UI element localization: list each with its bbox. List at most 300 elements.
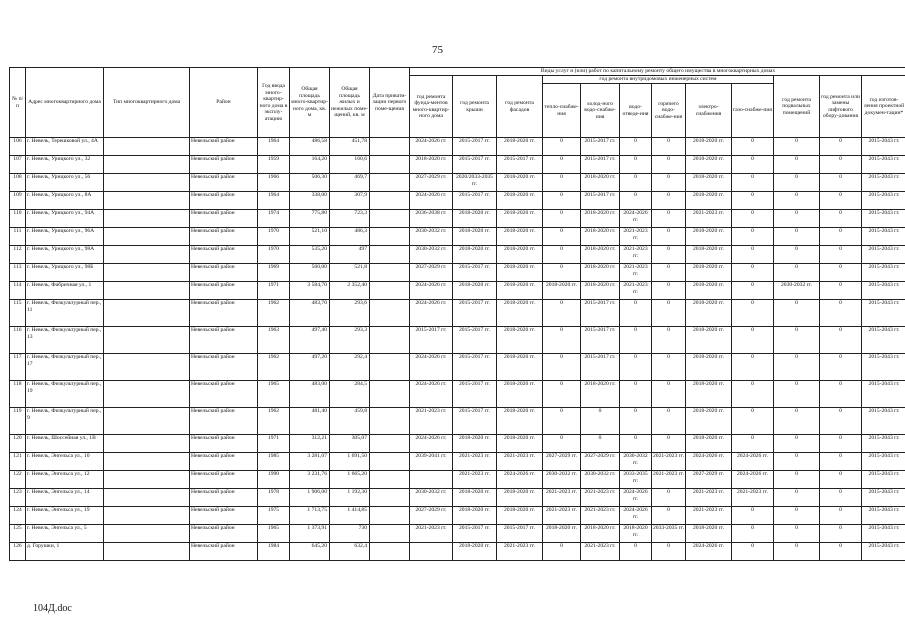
cell-cold: 0 [581,408,620,435]
cell-priv [370,543,410,561]
cell-elec: 2018-2020 гг. [686,246,732,264]
cell-facade: 2018-2020 гг. [497,264,543,282]
cell-cold: 2015-2017 гг. [581,300,620,327]
cell-roof: 2018-2020 гг. [453,489,497,507]
cell-cold: 2030-2032 гг. [581,471,620,489]
cell-priv [370,507,410,525]
cell-type [104,300,190,327]
cell-gas: 0 [732,507,774,525]
table-row [10,192,905,210]
table-row [10,543,905,561]
header-hot-water: горячего водо-снабже-ния [652,84,686,138]
cell-district: Невельский район [190,228,258,246]
cell-address: г. Невель, Энгельса ул., 5 [26,525,104,543]
cell-elec: 2018-2020 гг. [686,228,732,246]
cell-facade: 2018-2020 гг. [497,228,543,246]
cell-facade: 2021-2023 гг. [497,543,543,561]
cell-found: 2021-2023 гг. [410,525,453,543]
cell-found: 2024-2026 гг. [410,435,453,453]
cell-cold: 2018-2020 гг. [581,381,620,408]
cell-lift: 0 [820,381,862,408]
cell-area_res: 284,5 [330,381,370,408]
cell-found: 2030-2032 гг. [410,489,453,507]
cell-area_res: 1 691,50 [330,453,370,471]
cell-found: 2021-2023 гг. [410,408,453,435]
cell-cold: 2015-2017 гг. [581,138,620,156]
header-address: Адрес многоквартирного дома [26,68,104,138]
cell-year: 1962 [258,354,290,381]
cell-type [104,381,190,408]
cell-heat: 0 [543,156,581,174]
cell-area_res: 723,3 [330,210,370,228]
cell-district: Невельский район [190,507,258,525]
cell-hot: 0 [652,354,686,381]
cell-proj: 2015-2043 гг. [862,156,905,174]
cell-facade: 2018-2020 гг. [497,282,543,300]
cell-facade: 2015-2017 гг. [497,156,543,174]
cell-found: 2027-2029 гг. [410,174,453,192]
cell-n: 125 [10,525,26,543]
cell-year: 1959 [258,156,290,174]
cell-heat: 0 [543,246,581,264]
cell-n: 107 [10,156,26,174]
cell-year: 1974 [258,210,290,228]
cell-cold: 2021-2023 гг. [581,507,620,525]
cell-found: 2015-2017 гг. [410,327,453,354]
cell-area_res: 307,9 [330,192,370,210]
cell-gas: 0 [732,282,774,300]
cell-proj: 2015-2043 гг. [862,192,905,210]
cell-district: Невельский район [190,471,258,489]
cell-area_total: 645,20 [290,543,330,561]
cell-cold: 2018-2020 гг. [581,228,620,246]
cell-lift: 0 [820,210,862,228]
cell-address: г. Невель, Физкультурный пер., 17 [26,354,104,381]
cell-elec: 2024-2026 гг. [686,453,732,471]
cell-sewer: 0 [620,300,652,327]
cell-address: г. Невель, Урицкого ул., 98А [26,246,104,264]
cell-elec: 2018-2020 гг. [686,327,732,354]
cell-proj: 2015-2043 гг. [862,174,905,192]
cell-area_res: 730 [330,525,370,543]
cell-hot: 0 [652,264,686,282]
cell-base: 0 [774,408,820,435]
cell-cold: 2018-2020 гг. [581,210,620,228]
cell-area_total: 1 713,75 [290,507,330,525]
cell-hot: 0 [652,381,686,408]
cell-base: 0 [774,453,820,471]
cell-lift: 0 [820,246,862,264]
cell-area_total: 3 584,70 [290,282,330,300]
cell-gas: 0 [732,300,774,327]
table-row [10,156,905,174]
cell-proj: 2015-2043 гг. [862,282,905,300]
cell-year: 1990 [258,471,290,489]
cell-heat: 2018-2020 гг. [543,282,581,300]
cell-n: 109 [10,192,26,210]
cell-base: 0 [774,210,820,228]
cell-type [104,264,190,282]
cell-district: Невельский район [190,381,258,408]
cell-address: д. Горушки, 1 [26,543,104,561]
cell-roof: 2018-2020 гг. [453,507,497,525]
cell-priv [370,210,410,228]
cell-address: г. Невель, Физкультурный пер., 13 [26,327,104,354]
cell-district: Невельский район [190,489,258,507]
cell-area_total: 521,10 [290,228,330,246]
cell-lift: 0 [820,327,862,354]
cell-year: 1964 [258,138,290,156]
cell-priv [370,264,410,282]
cell-roof: 2018-2020 гг. [453,543,497,561]
cell-gas: 0 [732,138,774,156]
cell-heat: 0 [543,381,581,408]
cell-type [104,471,190,489]
header-year: Год ввода много-квартир-ного дома в эксплу-атацию [258,68,290,138]
cell-roof: 2015-2017 гг. [453,264,497,282]
cell-facade: 2018-2020 гг. [497,408,543,435]
cell-proj: 2015-2043 гг. [862,327,905,354]
cell-lift: 0 [820,489,862,507]
cell-roof: 2018-2020 гг. [453,210,497,228]
header-electric: электро-снабжения [686,84,732,138]
cell-roof: 2018-2020 гг. [453,246,497,264]
cell-type [104,489,190,507]
cell-gas: 0 [732,174,774,192]
cell-heat: 2027-2029 гг. [543,453,581,471]
cell-area_res: 497 [330,246,370,264]
cell-n: 126 [10,543,26,561]
cell-area_total: 535,20 [290,246,330,264]
cell-sewer: 2018-2020 гг. [620,525,652,543]
cell-gas: 0 [732,525,774,543]
cell-hot: 0 [652,489,686,507]
cell-area_res: 293,3 [330,327,370,354]
cell-n: 124 [10,507,26,525]
cell-priv [370,408,410,435]
cell-hot: 0 [652,435,686,453]
cell-found: 2024-2026 гг. [410,282,453,300]
header-facade: год ремонта фасадов [497,76,543,138]
capital-repair-table [9,67,905,561]
cell-n: 115 [10,300,26,327]
cell-area_res: 2 352,40 [330,282,370,300]
cell-year: 1962 [258,408,290,435]
cell-roof: 2015-2017 гг. [453,192,497,210]
cell-found [410,543,453,561]
table-row [10,264,905,282]
cell-sewer: 2021-2023 гг. [620,246,652,264]
cell-n: 122 [10,471,26,489]
cell-base: 0 [774,192,820,210]
cell-priv [370,525,410,543]
cell-address: г. Невель, Физкультурный пер., 19 [26,381,104,408]
cell-address: г. Невель, Урицкого ул., 56 [26,174,104,192]
cell-roof: 2015-2017 гг. [453,138,497,156]
cell-roof: 2021-2023 гг. [453,471,497,489]
cell-area_res: 469,7 [330,174,370,192]
cell-elec: 2018-2020 гг. [686,435,732,453]
cell-hot: 0 [652,138,686,156]
cell-heat: 0 [543,174,581,192]
cell-address: г. Невель, Физкультурный пер., 11 [26,300,104,327]
cell-lift: 0 [820,138,862,156]
table-row [10,525,905,543]
header-area-res: Общая площадь жилых и нежилых поме-щений, кв. м [330,68,370,138]
cell-cold: 2018-2020 гг. [581,525,620,543]
cell-address: г. Невель, Урицкого ул., 96А [26,228,104,246]
cell-proj: 2015-2043 гг. [862,246,905,264]
cell-base: 0 [774,489,820,507]
cell-lift: 0 [820,228,862,246]
cell-cold: 2015-2017 гг. [581,192,620,210]
cell-elec: 2018-2020 гг. [686,192,732,210]
cell-address: г. Невель, Урицкого ул., 8А [26,192,104,210]
cell-found: 2036-2038 гг. [410,210,453,228]
cell-proj: 2015-2043 гг. [862,264,905,282]
cell-facade: 2018-2020 гг. [497,192,543,210]
cell-cold: 2018-2020 гг. [581,246,620,264]
cell-base: 0 [774,381,820,408]
cell-hot: 0 [652,408,686,435]
cell-priv [370,435,410,453]
cell-sewer: 0 [620,174,652,192]
cell-district: Невельский район [190,246,258,264]
cell-elec: 2018-2020 гг. [686,282,732,300]
cell-gas: 2021-2023 гг. [732,489,774,507]
cell-hot: 0 [652,174,686,192]
cell-n: 112 [10,246,26,264]
cell-facade: 2018-2020 гг. [497,246,543,264]
cell-district: Невельский район [190,435,258,453]
cell-priv [370,192,410,210]
cell-n: 118 [10,381,26,408]
cell-hot: 0 [652,327,686,354]
cell-address: г. Невель, Энгельса ул., 12 [26,471,104,489]
cell-heat: 2018-2020 гг. [543,525,581,543]
cell-priv [370,138,410,156]
cell-found: 2027-2029 гг. [410,507,453,525]
cell-heat: 2021-2023 гг. [543,489,581,507]
cell-district: Невельский район [190,264,258,282]
cell-year: 1984 [258,543,290,561]
cell-address: г. Невель, Урицкого ул., 32 [26,156,104,174]
table-row [10,453,905,471]
header-heat: тепло-снабже-ния [543,84,581,138]
cell-base: 0 [774,354,820,381]
cell-roof: 2021-2023 гг. [453,453,497,471]
cell-type [104,282,190,300]
cell-sewer: 0 [620,543,652,561]
cell-proj: 2015-2043 гг. [862,138,905,156]
cell-heat: 0 [543,354,581,381]
cell-gas: 2024-2026 гг. [732,453,774,471]
cell-facade: 2018-2020 гг. [497,507,543,525]
table-header [10,68,905,138]
cell-address: г. Невель, Энгельса ул., 19 [26,507,104,525]
cell-priv [370,381,410,408]
cell-area_total: 497,40 [290,327,330,354]
table-row [10,138,905,156]
header-cold-water: холод-ного водо-снабже-ния [581,84,620,138]
cell-area_res: 305,07 [330,435,370,453]
cell-facade: 2018-2020 гг. [497,138,543,156]
table-row [10,489,905,507]
cell-elec: 2024-2026 гг. [686,543,732,561]
table-row [10,381,905,408]
cell-elec: 2018-2020 гг. [686,381,732,408]
cell-found: 2027-2029 гг. [410,264,453,282]
cell-facade: 2018-2020 гг. [497,489,543,507]
cell-hot: 0 [652,507,686,525]
cell-heat: 0 [543,543,581,561]
cell-address: г. Невель, Терешковой ул., 4А [26,138,104,156]
cell-gas: 0 [732,246,774,264]
cell-n: 114 [10,282,26,300]
cell-district: Невельский район [190,543,258,561]
cell-hot: 0 [652,246,686,264]
cell-base: 0 [774,156,820,174]
cell-roof: 2015-2017 гг. [453,354,497,381]
cell-sewer: 0 [620,354,652,381]
cell-lift: 0 [820,453,862,471]
cell-type [104,507,190,525]
cell-proj: 2015-2043 гг. [862,381,905,408]
cell-elec: 2018-2020 гг. [686,156,732,174]
cell-type [104,435,190,453]
cell-address: г. Невель, Фабричная ул., 1 [26,282,104,300]
cell-proj: 2015-2043 гг. [862,408,905,435]
cell-found: 2024-2026 гг. [410,138,453,156]
cell-priv [370,228,410,246]
cell-area_res: 459,8 [330,408,370,435]
cell-found: 2039-2041 гг. [410,453,453,471]
cell-area_total: 3 231,76 [290,471,330,489]
cell-hot: 2021-2023 гг. [652,453,686,471]
cell-proj: 2015-2043 гг. [862,453,905,471]
cell-found: 2018-2020 гг. [410,156,453,174]
cell-priv [370,246,410,264]
table-row [10,282,905,300]
cell-lift: 0 [820,471,862,489]
cell-facade: 2018-2020 гг. [497,174,543,192]
cell-facade: 2018-2020 гг. [497,354,543,381]
cell-address: г. Невель, Физкультурный пер., 9 [26,408,104,435]
cell-roof: 2015-2017 гг. [453,525,497,543]
cell-gas: 0 [732,408,774,435]
cell-area_res: 451,78 [330,138,370,156]
cell-sewer: 2021-2023 гг. [620,228,652,246]
cell-lift: 0 [820,300,862,327]
cell-type [104,525,190,543]
cell-heat: 0 [543,264,581,282]
cell-base: 0 [774,138,820,156]
cell-elec: 2018-2020 гг. [686,354,732,381]
cell-heat: 0 [543,435,581,453]
cell-lift: 0 [820,174,862,192]
cell-elec: 2021-2023 гг. [686,507,732,525]
cell-proj: 2015-2043 гг. [862,543,905,561]
header-gas: газо-снабже-ния [732,84,774,138]
table-row [10,228,905,246]
cell-cold: 2018-2020 гг. [581,282,620,300]
cell-district: Невельский район [190,525,258,543]
cell-sewer: 0 [620,408,652,435]
cell-found: 2024-2026 гг. [410,192,453,210]
cell-base: 0 [774,543,820,561]
cell-sewer: 2024-2026 гг. [620,507,652,525]
cell-base: 0 [774,228,820,246]
cell-area_total: 486,58 [290,138,330,156]
cell-hot: 0 [652,156,686,174]
cell-year: 1970 [258,228,290,246]
cell-area_res: 1 665,20 [330,471,370,489]
cell-year: 1965 [258,381,290,408]
cell-roof: 2018-2020 гг. [453,435,497,453]
cell-elec: 2018-2020 гг. [686,525,732,543]
cell-district: Невельский район [190,327,258,354]
cell-address: г. Невель, Урицкого ул., 98Б [26,264,104,282]
cell-cold: 2021-2023 гг. [581,489,620,507]
header-systems-title: год ремонта внутридомовых инженерных систем [543,76,774,84]
cell-proj: 2015-2043 гг. [862,525,905,543]
cell-district: Невельский район [190,354,258,381]
table-row [10,354,905,381]
cell-roof: 2015-2017 гг. [453,381,497,408]
cell-sewer: 0 [620,435,652,453]
header-district: Район [190,68,258,138]
table-row [10,210,905,228]
cell-found: 2030-2032 гг. [410,246,453,264]
cell-found: 2024-2026 гг. [410,300,453,327]
table-row [10,471,905,489]
cell-lift: 0 [820,507,862,525]
cell-type [104,228,190,246]
cell-elec: 2018-2020 гг. [686,408,732,435]
cell-base: 0 [774,300,820,327]
cell-district: Невельский район [190,453,258,471]
cell-proj: 2015-2043 гг. [862,435,905,453]
cell-gas: 0 [732,264,774,282]
cell-type [104,138,190,156]
cell-type [104,174,190,192]
cell-sewer: 2033-2035 гг. [620,471,652,489]
cell-district: Невельский район [190,210,258,228]
cell-n: 123 [10,489,26,507]
cell-district: Невельский район [190,300,258,327]
cell-facade: 2024-2026 гг. [497,471,543,489]
cell-hot: 0 [652,210,686,228]
cell-proj: 2015-2043 гг. [862,354,905,381]
cell-sewer: 2024-2026 гг. [620,210,652,228]
cell-base: 0 [774,327,820,354]
cell-n: 121 [10,453,26,471]
cell-hot: 0 [652,300,686,327]
cell-area_total: 560,00 [290,264,330,282]
cell-year: 1971 [258,282,290,300]
cell-year: 1963 [258,327,290,354]
cell-n: 117 [10,354,26,381]
cell-n: 111 [10,228,26,246]
cell-hot: 0 [652,228,686,246]
header-basement: год ремонта подвальных помещений [774,76,820,138]
cell-district: Невельский район [190,174,258,192]
cell-hot: 2033-2035 гг. [652,525,686,543]
table-row [10,507,905,525]
cell-area_res: 521,8 [330,264,370,282]
cell-facade: 2018-2020 гг. [497,210,543,228]
cell-elec: 2018-2020 гг. [686,300,732,327]
